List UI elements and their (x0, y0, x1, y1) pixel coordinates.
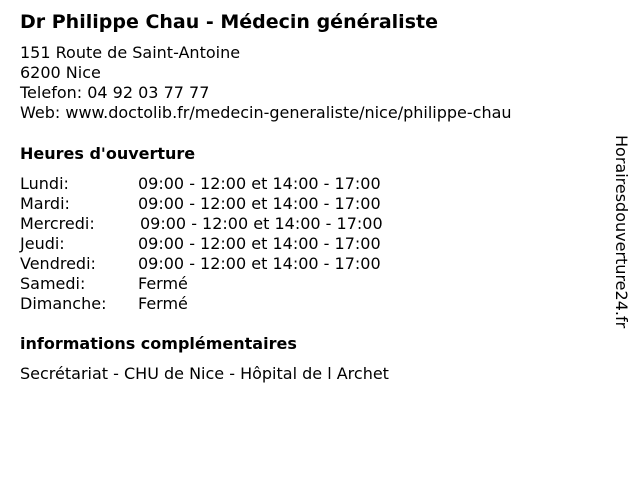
additional-info-heading: informations complémentaires (20, 334, 297, 353)
address-city: 6200 Nice (20, 63, 101, 82)
website-link: Web: www.doctolib.fr/medecin-generaliste/nice/philippe-chau (20, 103, 512, 122)
hours-time: Fermé (138, 294, 188, 313)
additional-info-text: Secrétariat - CHU de Nice - Hôpital de l Archet (20, 364, 389, 383)
opening-hours-heading: Heures d'ouverture (20, 144, 196, 163)
hours-day: Lundi: (20, 174, 69, 193)
hours-time: 09:00 - 12:00 et 14:00 - 17:00 (138, 234, 381, 253)
hours-day: Vendredi: (20, 254, 96, 273)
hours-time: 09:00 - 12:00 et 14:00 - 17:00 (138, 254, 381, 273)
phone-number: Telefon: 04 92 03 77 77 (20, 83, 210, 102)
hours-time: Fermé (138, 274, 188, 293)
hours-time: 09:00 - 12:00 et 14:00 - 17:00 (138, 174, 381, 193)
hours-day: Jeudi: (20, 234, 65, 253)
address-street: 151 Route de Saint-Antoine (20, 43, 241, 62)
page-title: Dr Philippe Chau - Médecin généraliste (20, 11, 438, 33)
hours-day: Mardi: (20, 194, 70, 213)
site-watermark: Horairesdouverture24.fr (612, 135, 631, 329)
address-block (20, 43, 512, 123)
hours-day: Dimanche: (20, 294, 107, 313)
hours-time: 09:00 - 12:00 et 14:00 - 17:00 (140, 214, 383, 233)
hours-day: Samedi: (20, 274, 86, 293)
hours-time: 09:00 - 12:00 et 14:00 - 17:00 (138, 194, 381, 213)
hours-day: Mercredi: (20, 214, 95, 233)
